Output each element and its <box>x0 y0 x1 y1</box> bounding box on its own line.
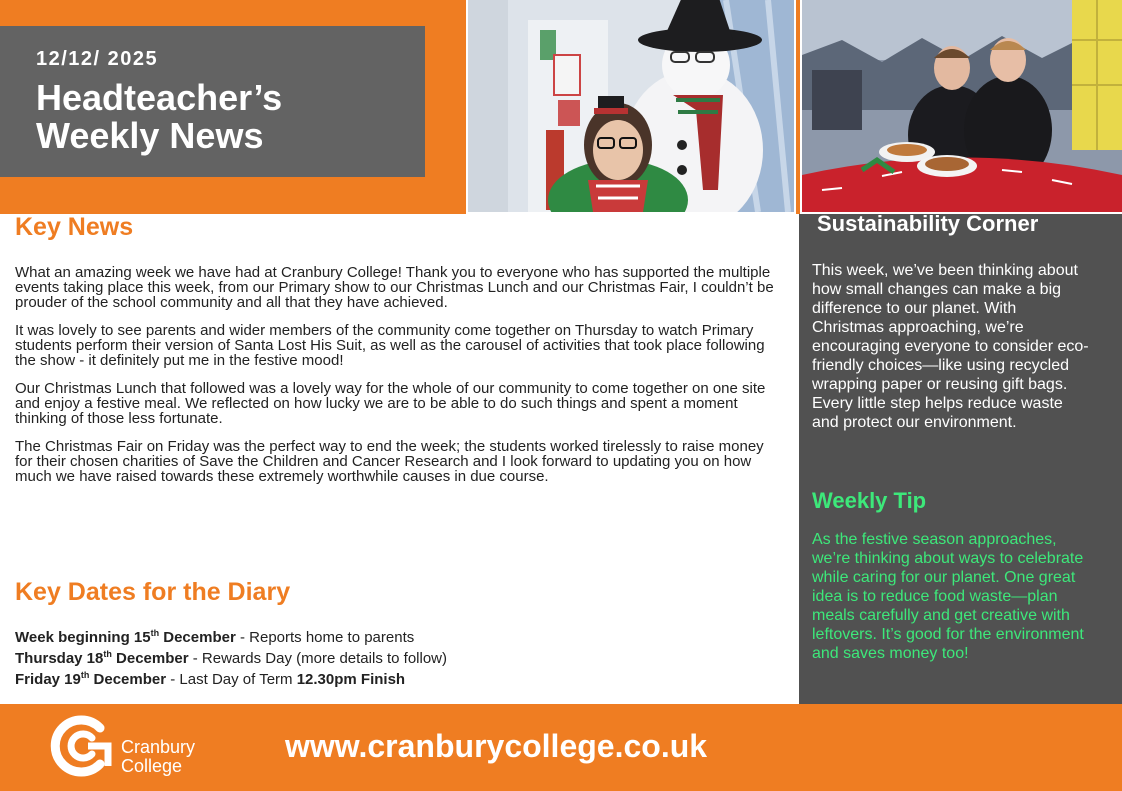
sustainability-text: This week, we’ve been thinking about how small changes can make a big difference to our planet. With Christmas approaching, we’re encouraging everyone to consider eco-friendly choices—like using recycled wrapping paper or reusing gift bags. Every little step helps reduce waste and protect our environment. <box>812 262 1089 431</box>
weekly-tip-heading: Weekly Tip <box>812 488 927 513</box>
date-item: Week beginning 15th December - Reports home to parents <box>15 628 415 646</box>
date-item: Thursday 18th December - Rewards Day (more details to follow) <box>15 649 448 667</box>
news-paragraph-1: What an amazing week we have had at Cranbury College! Thank you to everyone who has supported the multiple events taking place this week, from our Primary show to our Christmas Lunch and our Christmas Fair, I couldn’t be prouder of the school community and all that they have achieved. <box>15 264 774 311</box>
website-link[interactable]: www.cranburycollege.co.uk <box>285 728 708 764</box>
news-paragraph-3: Our Christmas Lunch that followed was a lovely way for the whole of our community to come together on one site and enjoy a festive meal. We reflected on how lucky we are to be able to do such things and spent a moment thinking of those less fortunate. <box>15 380 766 427</box>
logo-line-2: College <box>121 756 183 776</box>
weekly-tip-text: As the festive season approaches, we’re thinking about ways to celebrate while caring for our planet. One great idea is to reduce food waste—plan meals carefully and get creative with leftovers. It’s good for the environment and saves money too! <box>812 531 1084 662</box>
cranbury-logo-icon <box>48 714 114 778</box>
photo-christmas-lunch-image <box>802 0 1122 212</box>
photo-christmas-show <box>466 0 796 214</box>
issue-date: 12/12/ 2025 <box>36 48 159 70</box>
logo-line-1: Cranbury <box>121 737 196 757</box>
title-line-1: Headteacher’s <box>36 77 283 118</box>
sustainability-heading: Sustainability Corner <box>817 211 1039 236</box>
logo-wordmark <box>121 738 195 776</box>
photo-christmas-show-image <box>468 0 794 212</box>
key-news-body <box>15 265 775 497</box>
news-paragraph-2: It was lovely to see parents and wider members of the community come together on Thursday to watch Primary students perform their version of Santa Lost His Suit, as well as the carousel of activities that took place following the show - it definitely put me in the festive mood! <box>15 322 765 369</box>
key-dates-heading: Key Dates for the Diary <box>15 578 291 606</box>
key-dates-list <box>15 625 775 688</box>
page-title <box>36 79 282 155</box>
date-item: Friday 19th December - Last Day of Term 12.30pm Finish <box>15 670 406 688</box>
key-news-heading: Key News <box>15 213 134 241</box>
title-line-2: Weekly News <box>36 115 264 156</box>
photo-christmas-lunch <box>800 0 1122 214</box>
news-paragraph-4: The Christmas Fair on Friday was the perfect way to end the week; the students worked tirelessly to raise money for their chosen charities of Save the Children and Cancer Research and I look forward to updating you on how much we have raised towards these extremely worthwhile causes in due course. <box>15 438 764 485</box>
